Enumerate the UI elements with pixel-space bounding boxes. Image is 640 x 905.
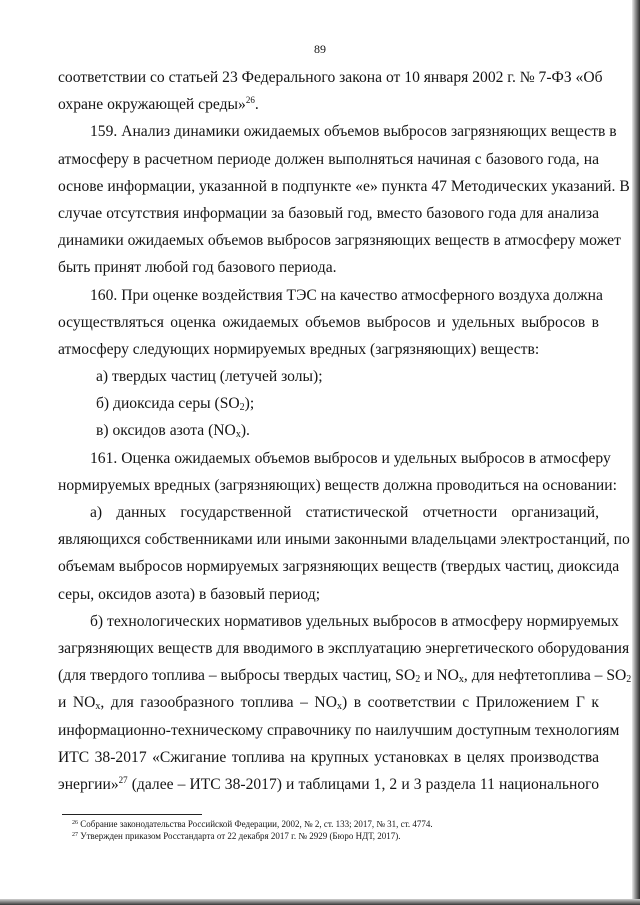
footnote-ref: 26 bbox=[245, 95, 255, 106]
text-line: 160. При оценке воздействия ТЭС на качество атмосферного воздуха должна bbox=[90, 286, 603, 304]
footnotes bbox=[72, 818, 592, 842]
body-text bbox=[58, 64, 632, 798]
footnote-ref: 26 bbox=[72, 820, 78, 826]
subscript: 2 bbox=[239, 402, 245, 414]
text-line: а) твердых частиц (летучей золы); bbox=[96, 368, 323, 386]
text-line: энергии»$^{27}$ (далее – ИТС 38-2017) и таблицами 1, 2 и 3 раздела 11 национального bbox=[58, 774, 599, 793]
subscript: x bbox=[235, 429, 241, 441]
text-line: динамики ожидаемых объемов выбросов загрязняющих веществ в атмосферу может bbox=[58, 232, 621, 250]
text-line: 159. Анализ динамики ожидаемых объемов выбросов загрязняющих веществ в bbox=[90, 123, 617, 141]
subscript: x bbox=[336, 701, 342, 713]
text-line: и $NO_x$, для газообразного топлива – $NO_x$) в соответствии с Приложением Г к bbox=[58, 694, 599, 713]
text-line: основе информации, указанной в подпункте «е» пункта 47 Методических указаний. В bbox=[58, 177, 630, 195]
text-line: охране окружающей среды»$^{26}$. bbox=[58, 95, 259, 114]
text-line: ИТС 38-2017 «Сжигание топлива на крупных установках в целях производства bbox=[58, 748, 599, 766]
text-line: 161. Оценка ожидаемых объемов выбросов и удельных выбросов в атмосферу bbox=[90, 449, 611, 467]
text-line: атмосферу в расчетном периоде должен выполняться начиная с базового года, на bbox=[58, 150, 599, 168]
scan-edge-right bbox=[632, 0, 640, 905]
scan-edge-bottom bbox=[0, 899, 640, 905]
text-line: атмосферу следующих нормируемых вредных (загрязняющих) веществ: bbox=[58, 340, 540, 358]
text-line: соответствии со статьей 23 Федерального закона от 10 января 2002 г. № 7-ФЗ «Об bbox=[58, 69, 603, 86]
subscript: x bbox=[458, 674, 464, 686]
text-line: объемам выбросов нормируемых загрязняющих веществ (твердых частиц, диоксида bbox=[58, 558, 620, 576]
text-line: нормируемых вредных (загрязняющих) веществ должна проводиться на основании: bbox=[58, 476, 617, 494]
text-line: случае отсутствия информации за базовый год, вместо базового года для анализа bbox=[58, 204, 599, 222]
subscript: 2 bbox=[415, 674, 421, 686]
text-line: в) оксидов азота $(NO_x)$. bbox=[96, 422, 250, 441]
footnote-separator bbox=[62, 814, 202, 815]
text-line: серы, оксидов азота) в базовый период; bbox=[58, 585, 321, 603]
text-line: б) технологических нормативов удельных выбросов в атмосферу нормируемых bbox=[90, 612, 619, 630]
text-line: являющихся собственниками или иными законными владельцами электростанций, по bbox=[58, 531, 630, 549]
text-line: б) диоксида серы $(SO_2)$; bbox=[96, 395, 255, 414]
footnote-ref: 27 bbox=[118, 774, 128, 785]
subscript: 2 bbox=[626, 674, 632, 686]
text-line: информационно-техническому справочнику по наилучшим доступным технологиям bbox=[58, 721, 620, 739]
text-line: (для твердого топлива – выбросы твердых частиц, $SO_2$ и $NO_x$, для нефтетоплива – $SO_2$ bbox=[58, 667, 632, 686]
footnote-ref: 27 bbox=[72, 832, 78, 838]
subscript: x bbox=[95, 701, 101, 713]
text-line: а) данных государственной статистической отчетности организаций, bbox=[90, 504, 599, 521]
text-line: быть принят любой год базового периода. bbox=[58, 259, 337, 277]
text-line: загрязняющих веществ для вводимого в эксплуатацию энергетического оборудования bbox=[58, 639, 630, 657]
footnote: $^{26}$ Собрание законодательства Российской Федерации, 2002, № 2, ст. 133; 2017, № 31, ст. 4774. bbox=[72, 819, 433, 829]
text-line: осуществляться оценка ожидаемых объемов выбросов и удельных выбросов в bbox=[58, 313, 599, 331]
footnote: $^{27}$ Утвержден приказом Росстандарта от 22 декабря 2017 г. № 2929 (Бюро НДТ, 2017). bbox=[72, 831, 401, 841]
page-number: 89 bbox=[314, 42, 326, 56]
